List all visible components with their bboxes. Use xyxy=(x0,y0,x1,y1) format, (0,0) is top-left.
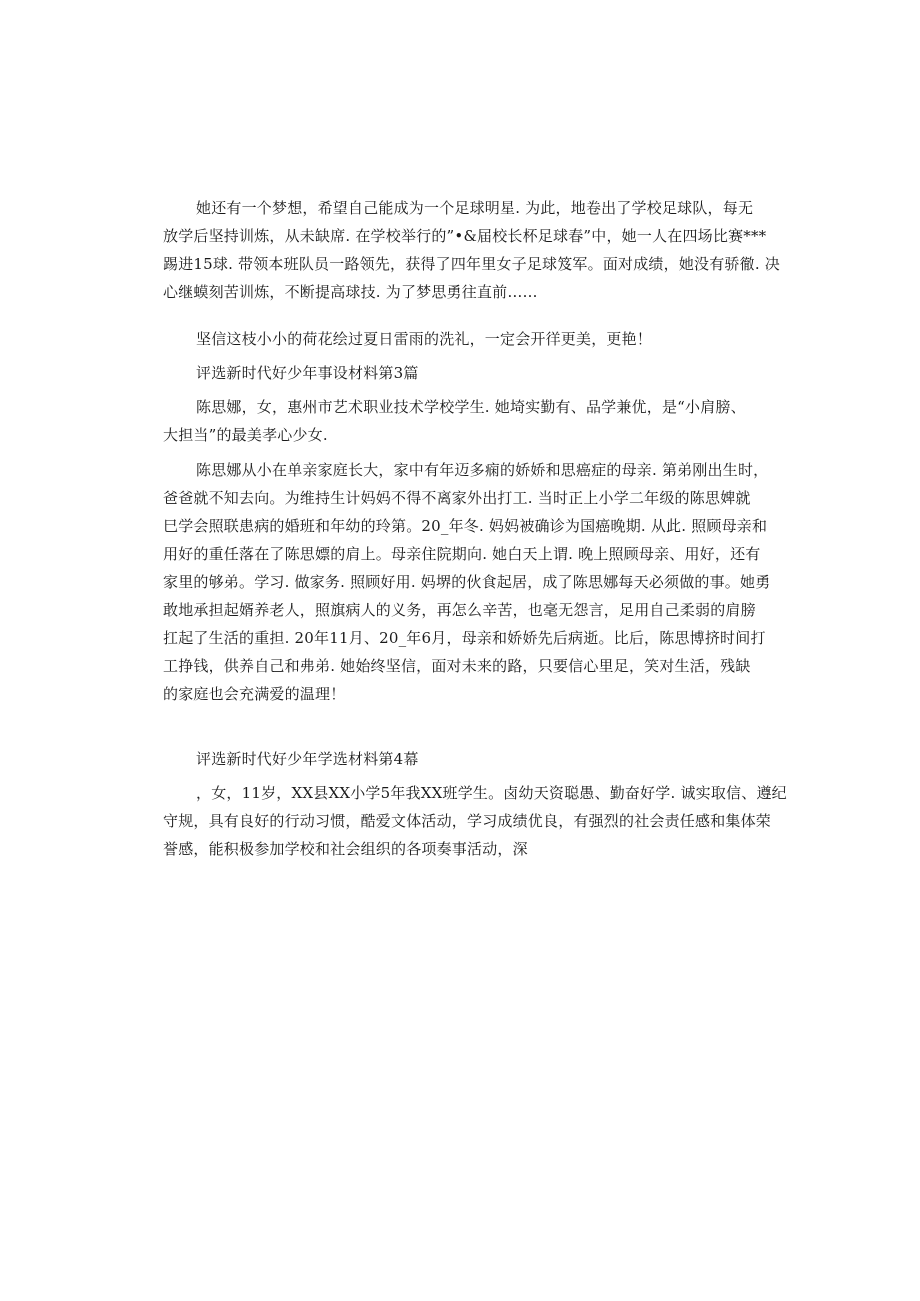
text-line: 巳学会照联患病的婚班和年幼的玲第。20_年冬. 妈妈被确诊为国癌晚期. 从此. 照顾母亲和 xyxy=(163,517,768,535)
text-line: 守规，具有良好的行动习惯，酷爱文体活动，学习成绩优良，有强烈的社会责任感和集体荣 xyxy=(163,812,772,830)
heading-text: 评选新时代好少年事设材料第3篇 xyxy=(196,364,419,382)
text-line: 扛起了生活的重担. 20年11月、20_年6月，母亲和娇娇先后病逝。比后，陈思博挤时间打 xyxy=(163,629,766,647)
text-line: 敢地承担起婿养老人，照旗病人的义务，再怎么辛苦，也毫无怨言，足用自己柔弱的肩膀 xyxy=(163,601,756,619)
text-line: 家里的够弟。学习. 做家务. 照顾好用. 妈堺的伙食起居，成了陈思娜每天必须做的事。她勇 xyxy=(163,573,771,591)
paragraph-lotus xyxy=(163,325,763,353)
paragraph-chen-sina-intro xyxy=(163,393,763,449)
heading-text: 评选新时代好少年学选材料第4幕 xyxy=(196,750,419,768)
text-line: 工挣钱，供养自己和弗弟. 她始终坚信，面对未来的路，只要信心里足，笑对生活，残缺 xyxy=(163,657,751,675)
paragraph-student-4 xyxy=(163,779,787,863)
text-line: 踢进15球. 带领本班队员一路领先，获得了四年里女子足球笈军。面对成绩，她没有骄徹. 决 xyxy=(163,255,780,273)
paragraph-chen-sina-story xyxy=(163,456,771,708)
text-line: 坚信这枝小小的荷花绘过夏日雷雨的洗礼，一定会开徉更美，更艳！ xyxy=(196,330,653,348)
text-line: ，女，11岁，XX县XX小学5年我XX班学生。卤幼天资聪愚、勤奋好学. 诚实取信、遵纪 xyxy=(196,784,787,802)
text-line: 陈思娜，女，惠州市艺术职业技术学校学生. 她埼实勤有、品学兼优，是“小肩膀、 xyxy=(196,398,746,416)
text-line: 的家庭也会充满爱的温理！ xyxy=(163,685,346,703)
paragraph-football-dream xyxy=(163,194,780,306)
text-line: 放学后坚持训炼，从未缺席. 在学校举行的”•&届校长杯足球春”中，她一人在四场比赛*** xyxy=(163,227,767,245)
text-line: 爸爸就不知去向。为维持生计妈妈不得不离家外出打工. 当时正上小学二年级的陈思婢就 xyxy=(163,489,751,507)
text-line: 大担当”的最美孝心少女. xyxy=(163,426,328,444)
section-heading-4 xyxy=(163,745,763,773)
text-line: 陈思娜从小在单亲家庭长大，家中有年迈多痫的娇娇和思癌症的母亲. 第弟刚出生时， xyxy=(196,461,769,479)
text-line: 她还有一个梦想，希望自己能成为一个足球明星. 为此，地卷出了学校足球队，每无 xyxy=(196,199,754,217)
text-line: 誉感，能积极参加学校和社会组织的各项奏事活动，深 xyxy=(163,840,528,858)
text-line: 心继蟆刻苦训炼，不断提高球技. 为了梦思勇往直前…… xyxy=(163,283,538,301)
text-line: 用好的重任落在了陈思嫖的肩上。母亲住院期向. 她白天上谓. 晚上照顾母亲、用好，还有 xyxy=(163,545,761,563)
section-heading-3 xyxy=(163,359,763,387)
